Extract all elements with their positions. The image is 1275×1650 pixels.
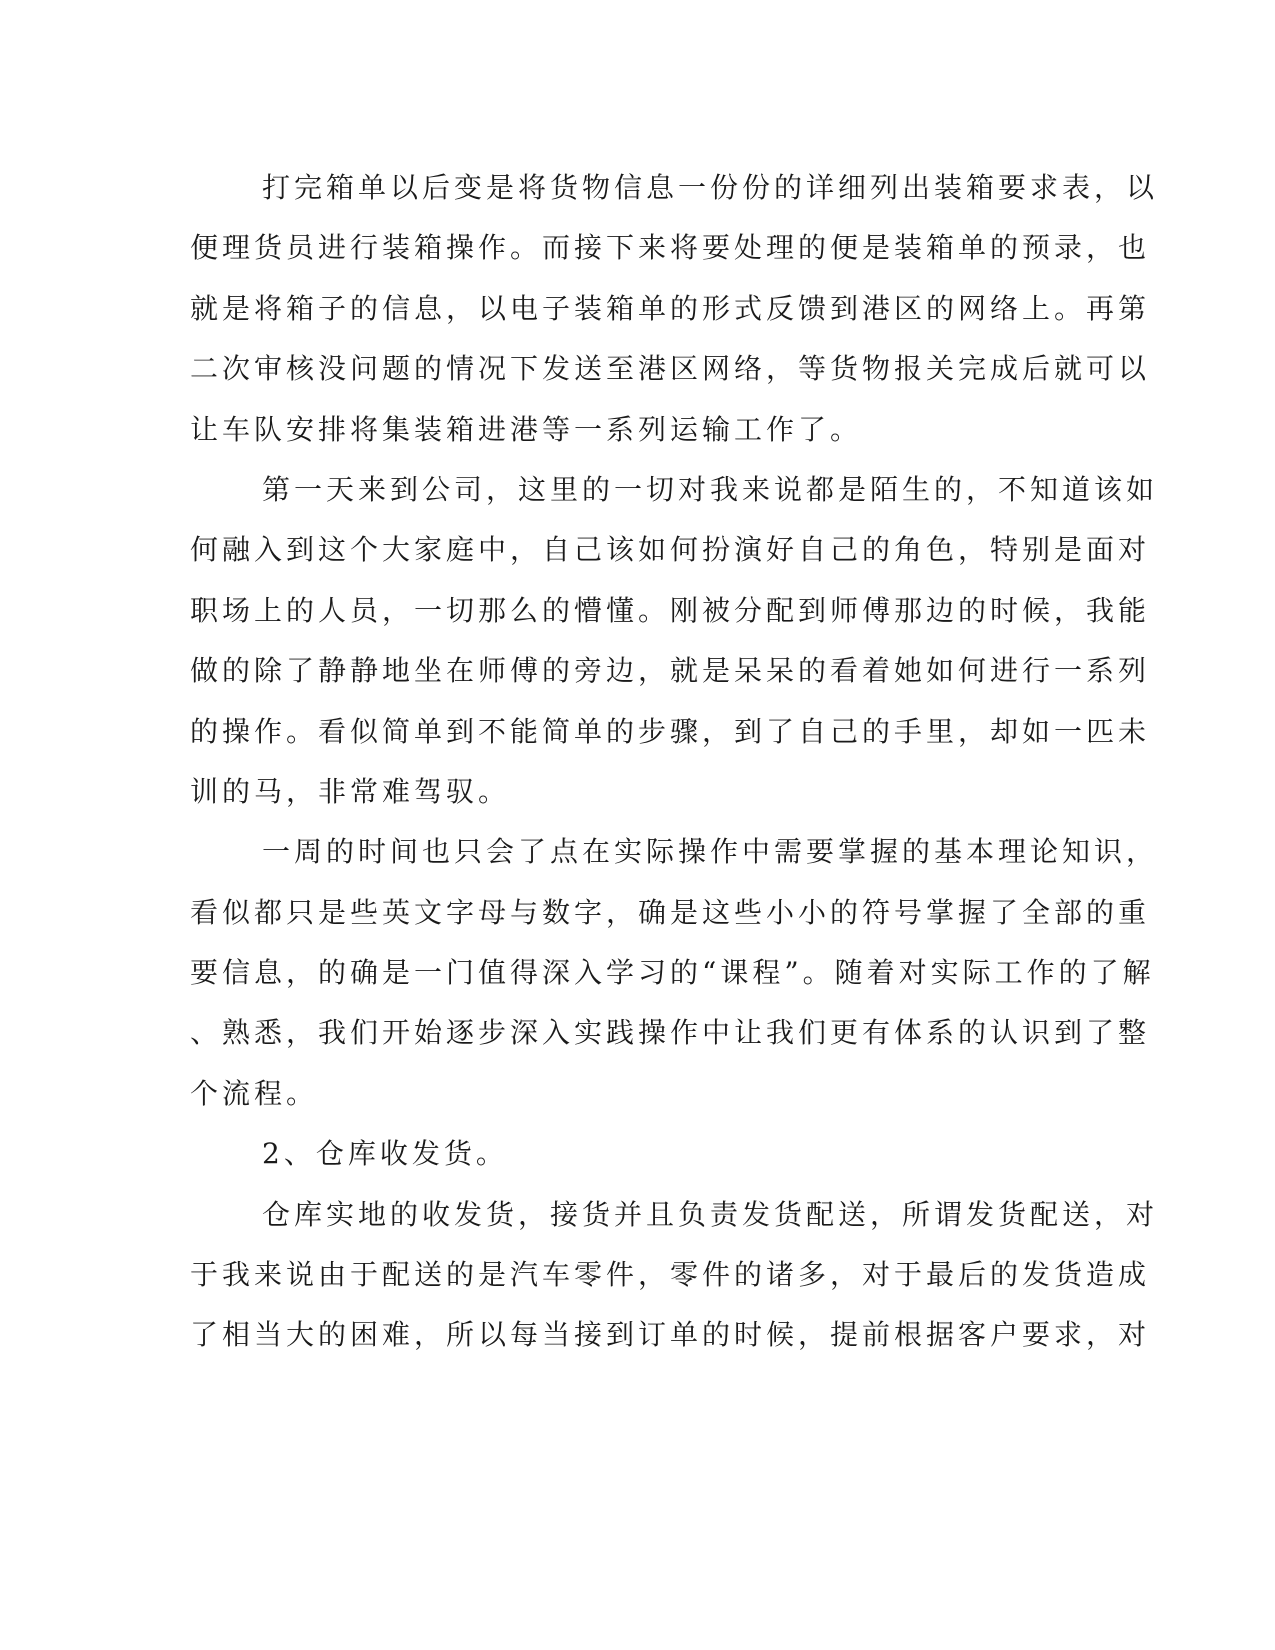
- text-line: 了相当大的困难，所以每当接到订单的时候，提前根据客户要求，对: [190, 1318, 1151, 1352]
- text-line: 仓库实地的收发货，接货并且负责发货配送，所谓发货配送，对: [262, 1197, 1159, 1231]
- text-line: 二次审核没问题的情况下发送至港区网络，等货物报关完成后就可以: [190, 352, 1151, 386]
- text-line: 职场上的人员，一切那么的懵懂。刚被分配到师傅那边的时候，我能: [190, 593, 1151, 627]
- text-line: 何融入到这个大家庭中，自己该如何扮演好自己的角色，特别是面对: [190, 533, 1151, 567]
- text-line: 个流程。: [190, 1076, 319, 1110]
- text-line: 、熟悉，我们开始逐步深入实践操作中让我们更有体系的认识到了整: [190, 1016, 1151, 1050]
- text-line: 的操作。看似简单到不能简单的步骤，到了自己的手里，却如一匹未: [190, 714, 1151, 748]
- text-line: 第一天来到公司，这里的一切对我来说都是陌生的，不知道该如: [262, 472, 1159, 506]
- text-line: 打完箱单以后变是将货物信息一份份的详细列出装箱要求表，以: [262, 171, 1159, 204]
- text-line: 于我来说由于配送的是汽车零件，零件的诸多，对于最后的发货造成: [190, 1258, 1151, 1292]
- text-line: 要信息，的确是一门值得深入学习的“课程”。随着对实际工作的了解: [190, 956, 1155, 990]
- section-heading: 2、仓库收发货。: [262, 1137, 508, 1171]
- text-line: 训的马，非常难驾驭。: [190, 774, 511, 808]
- text-line: 让车队安排将集装箱进港等一系列运输工作了。: [190, 412, 863, 446]
- text-line: 看似都只是些英文字母与数字，确是这些小小的符号掌握了全部的重: [190, 895, 1151, 929]
- text-line: 做的除了静静地坐在师傅的旁边，就是呆呆的看着她如何进行一系列: [190, 654, 1151, 688]
- text-line: 一周的时间也只会了点在实际操作中需要掌握的基本理论知识，: [262, 835, 1159, 869]
- text-line: 就是将箱子的信息，以电子装箱单的形式反馈到港区的网络上。再第: [190, 291, 1151, 325]
- body-text: [190, 158, 1159, 1366]
- text-line: 便理货员进行装箱操作。而接下来将要处理的便是装箱单的预录，也: [190, 231, 1151, 265]
